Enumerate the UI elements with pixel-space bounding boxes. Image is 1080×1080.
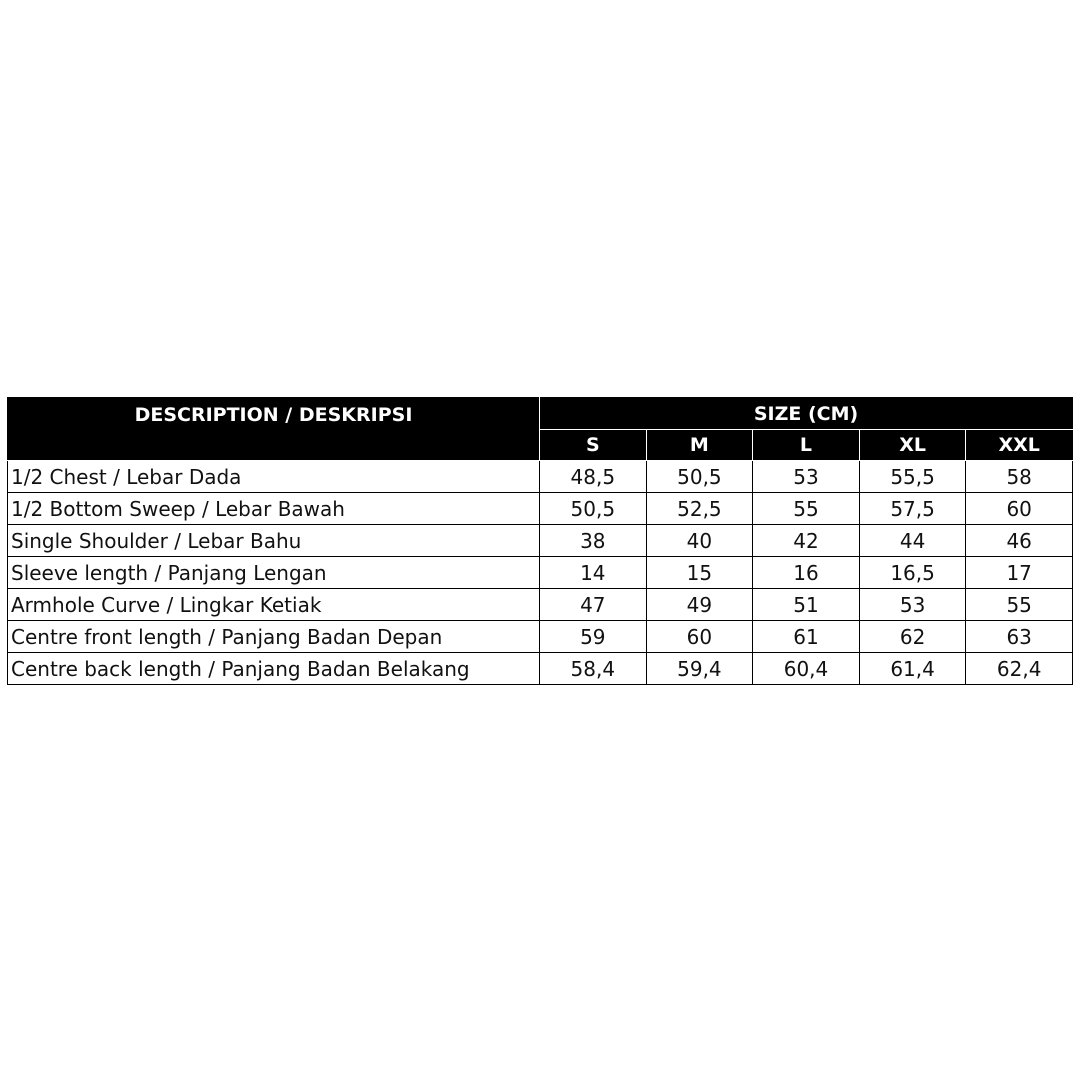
table-body	[8, 461, 1073, 685]
cell-value: 55,5	[859, 461, 966, 493]
cell-value: 48,5	[540, 461, 647, 493]
cell-value: 51	[753, 589, 860, 621]
cell-value: 17	[966, 557, 1073, 589]
table-header	[8, 398, 1073, 461]
cell-value: 60,4	[753, 653, 860, 685]
row-label: Centre front length / Panjang Badan Depan	[8, 621, 540, 653]
row-label: Sleeve length / Panjang Lengan	[8, 557, 540, 589]
table-row	[8, 461, 1073, 493]
cell-value: 57,5	[859, 493, 966, 525]
row-label: Single Shoulder / Lebar Bahu	[8, 525, 540, 557]
cell-value: 15	[646, 557, 753, 589]
cell-value: 58,4	[540, 653, 647, 685]
cell-value: 60	[966, 493, 1073, 525]
cell-value: 61	[753, 621, 860, 653]
cell-value: 14	[540, 557, 647, 589]
cell-value: 44	[859, 525, 966, 557]
cell-value: 55	[753, 493, 860, 525]
cell-value: 63	[966, 621, 1073, 653]
cell-value: 47	[540, 589, 647, 621]
cell-value: 58	[966, 461, 1073, 493]
cell-value: 53	[753, 461, 860, 493]
cell-value: 50,5	[540, 493, 647, 525]
table-row	[8, 525, 1073, 557]
cell-value: 55	[966, 589, 1073, 621]
cell-value: 59	[540, 621, 647, 653]
size-header-l: L	[753, 430, 860, 461]
row-label: Armhole Curve / Lingkar Ketiak	[8, 589, 540, 621]
description-header: DESCRIPTION / DESKRIPSI	[8, 398, 540, 461]
cell-value: 52,5	[646, 493, 753, 525]
cell-value: 40	[646, 525, 753, 557]
table-row	[8, 653, 1073, 685]
cell-value: 53	[859, 589, 966, 621]
size-header-s: S	[540, 430, 647, 461]
size-chart-table	[7, 397, 1073, 685]
table-row	[8, 493, 1073, 525]
cell-value: 59,4	[646, 653, 753, 685]
cell-value: 49	[646, 589, 753, 621]
table-row	[8, 589, 1073, 621]
row-label: 1/2 Bottom Sweep / Lebar Bawah	[8, 493, 540, 525]
cell-value: 61,4	[859, 653, 966, 685]
header-row-top	[8, 398, 1073, 430]
cell-value: 16,5	[859, 557, 966, 589]
table-row	[8, 621, 1073, 653]
size-group-header: SIZE (CM)	[540, 398, 1073, 430]
size-header-m: M	[646, 430, 753, 461]
cell-value: 62	[859, 621, 966, 653]
table-row	[8, 557, 1073, 589]
cell-value: 42	[753, 525, 860, 557]
cell-value: 60	[646, 621, 753, 653]
size-header-xxl: XXL	[966, 430, 1073, 461]
cell-value: 38	[540, 525, 647, 557]
cell-value: 46	[966, 525, 1073, 557]
row-label: Centre back length / Panjang Badan Belakang	[8, 653, 540, 685]
cell-value: 16	[753, 557, 860, 589]
row-label: 1/2 Chest / Lebar Dada	[8, 461, 540, 493]
cell-value: 50,5	[646, 461, 753, 493]
cell-value: 62,4	[966, 653, 1073, 685]
size-header-xl: XL	[859, 430, 966, 461]
